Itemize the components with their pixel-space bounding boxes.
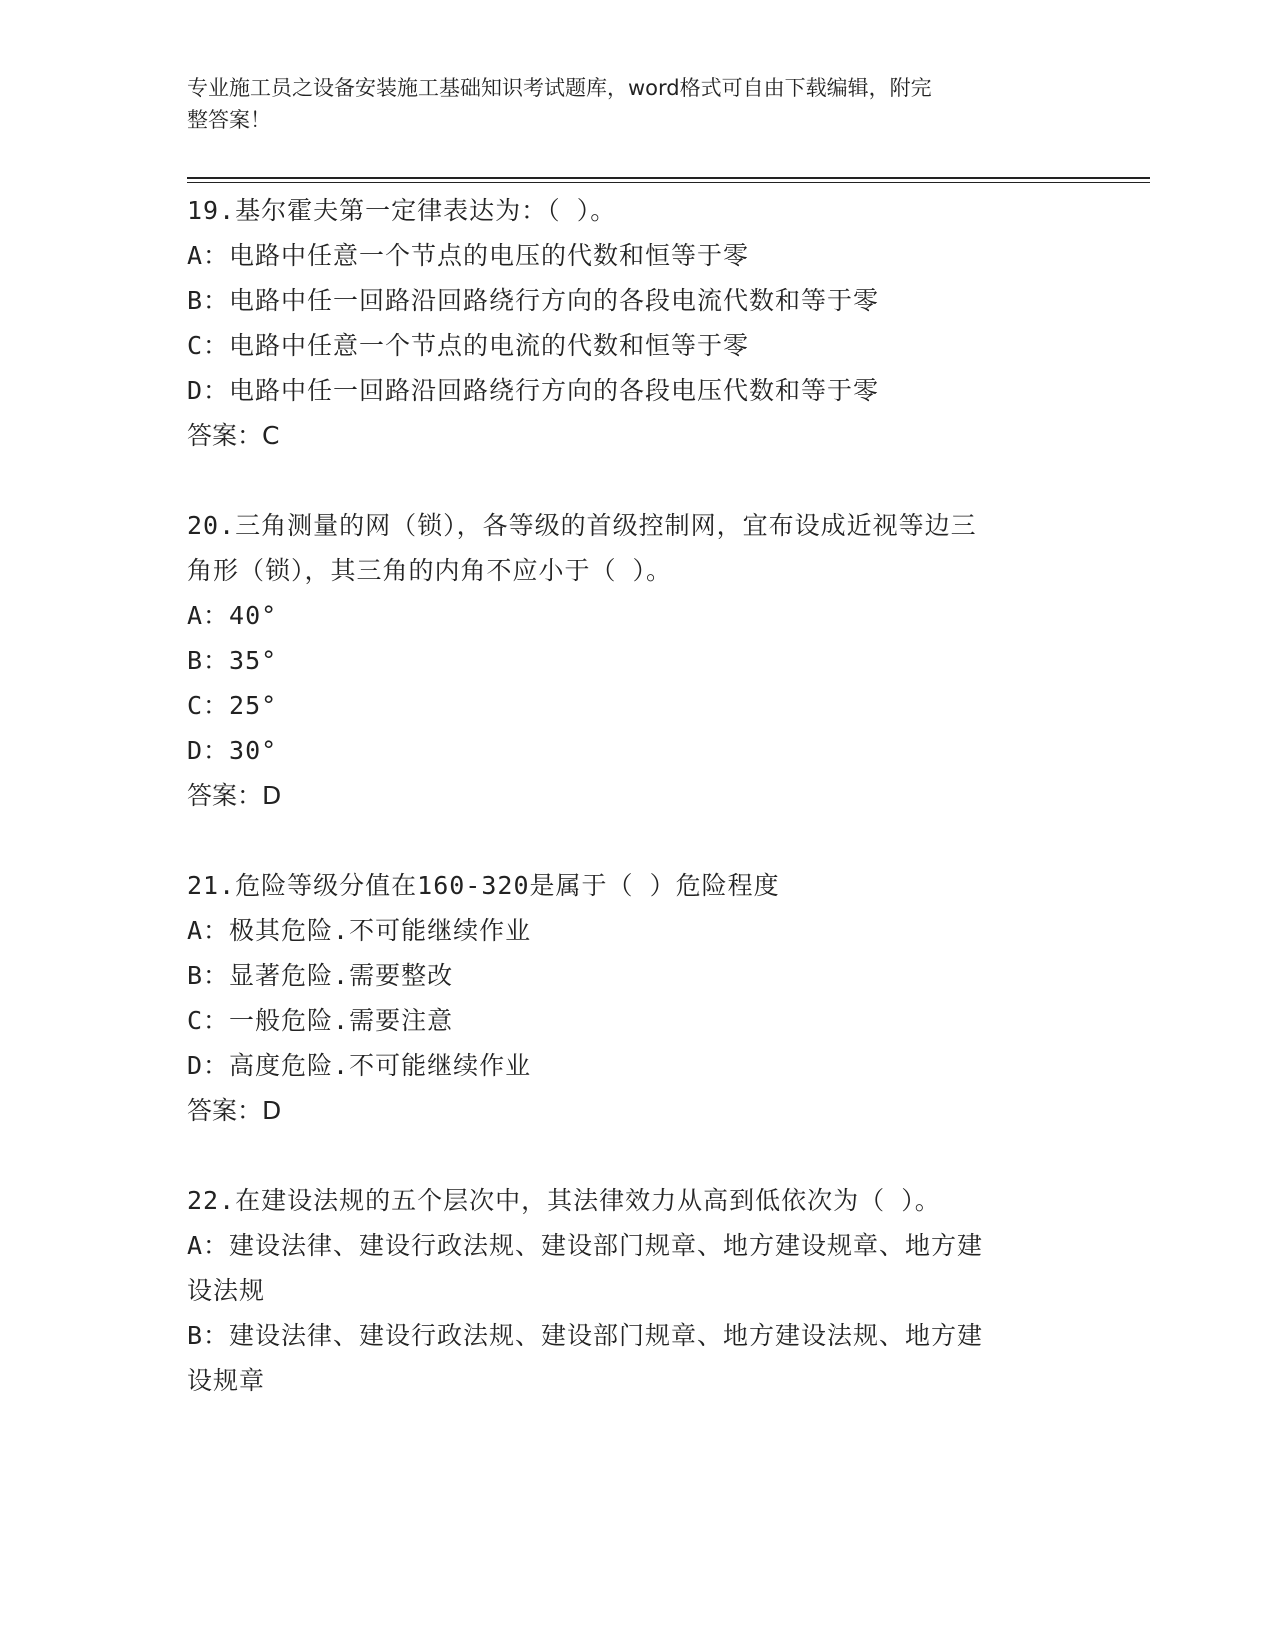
header-line-2: 整答案！: [187, 108, 271, 132]
answer-line: 答案：C: [187, 421, 280, 450]
option-b-cont: 设规章: [187, 1366, 266, 1395]
option-a: A：电路中任意一个节点的电压的代数和恒等于零: [187, 241, 750, 270]
question-stem: 19.基尔霍夫第一定律表达为：（ ）。: [187, 196, 617, 225]
option-a-cont: 设法规: [187, 1276, 266, 1305]
header-rule-thick: [187, 177, 1150, 179]
option-d: D：30°: [187, 736, 278, 765]
option-d: D：高度危险.不可能继续作业: [187, 1051, 532, 1080]
question-21: [187, 863, 1087, 1133]
document-header: [187, 72, 1067, 136]
option-c: C：25°: [187, 691, 278, 720]
question-list: [187, 188, 1087, 1403]
option-a: A：建设法律、建设行政法规、建设部门规章、地方建设规章、地方建: [187, 1231, 984, 1260]
option-c: C：一般危险.需要注意: [187, 1006, 454, 1035]
question-22: [187, 1178, 1087, 1403]
option-d: D：电路中任一回路沿回路绕行方向的各段电压代数和等于零: [187, 376, 880, 405]
option-b: B：显著危险.需要整改: [187, 961, 454, 990]
option-b: B：建设法律、建设行政法规、建设部门规章、地方建设法规、地方建: [187, 1321, 984, 1350]
option-c: C：电路中任意一个节点的电流的代数和恒等于零: [187, 331, 750, 360]
question-20: [187, 503, 1087, 818]
header-line-1: 专业施工员之设备安装施工基础知识考试题库，word格式可自由下载编辑，附完: [187, 76, 932, 100]
answer-line: 答案：D: [187, 781, 282, 810]
question-19: [187, 188, 1087, 458]
question-stem: 21.危险等级分值在160-320是属于（ ）危险程度: [187, 871, 780, 900]
option-b: B：35°: [187, 646, 278, 675]
question-stem-cont: 角形（锁），其三角的内角不应小于（ ）。: [187, 556, 673, 585]
option-a: A：40°: [187, 601, 278, 630]
question-stem: 20.三角测量的网（锁），各等级的首级控制网，宜布设成近视等边三: [187, 511, 977, 540]
question-stem: 22.在建设法规的五个层次中，其法律效力从高到低依次为（ ）。: [187, 1186, 941, 1215]
answer-line: 答案：D: [187, 1096, 282, 1125]
option-a: A：极其危险.不可能继续作业: [187, 916, 532, 945]
option-b: B：电路中任一回路沿回路绕行方向的各段电流代数和等于零: [187, 286, 880, 315]
header-rule-thin: [187, 182, 1150, 183]
